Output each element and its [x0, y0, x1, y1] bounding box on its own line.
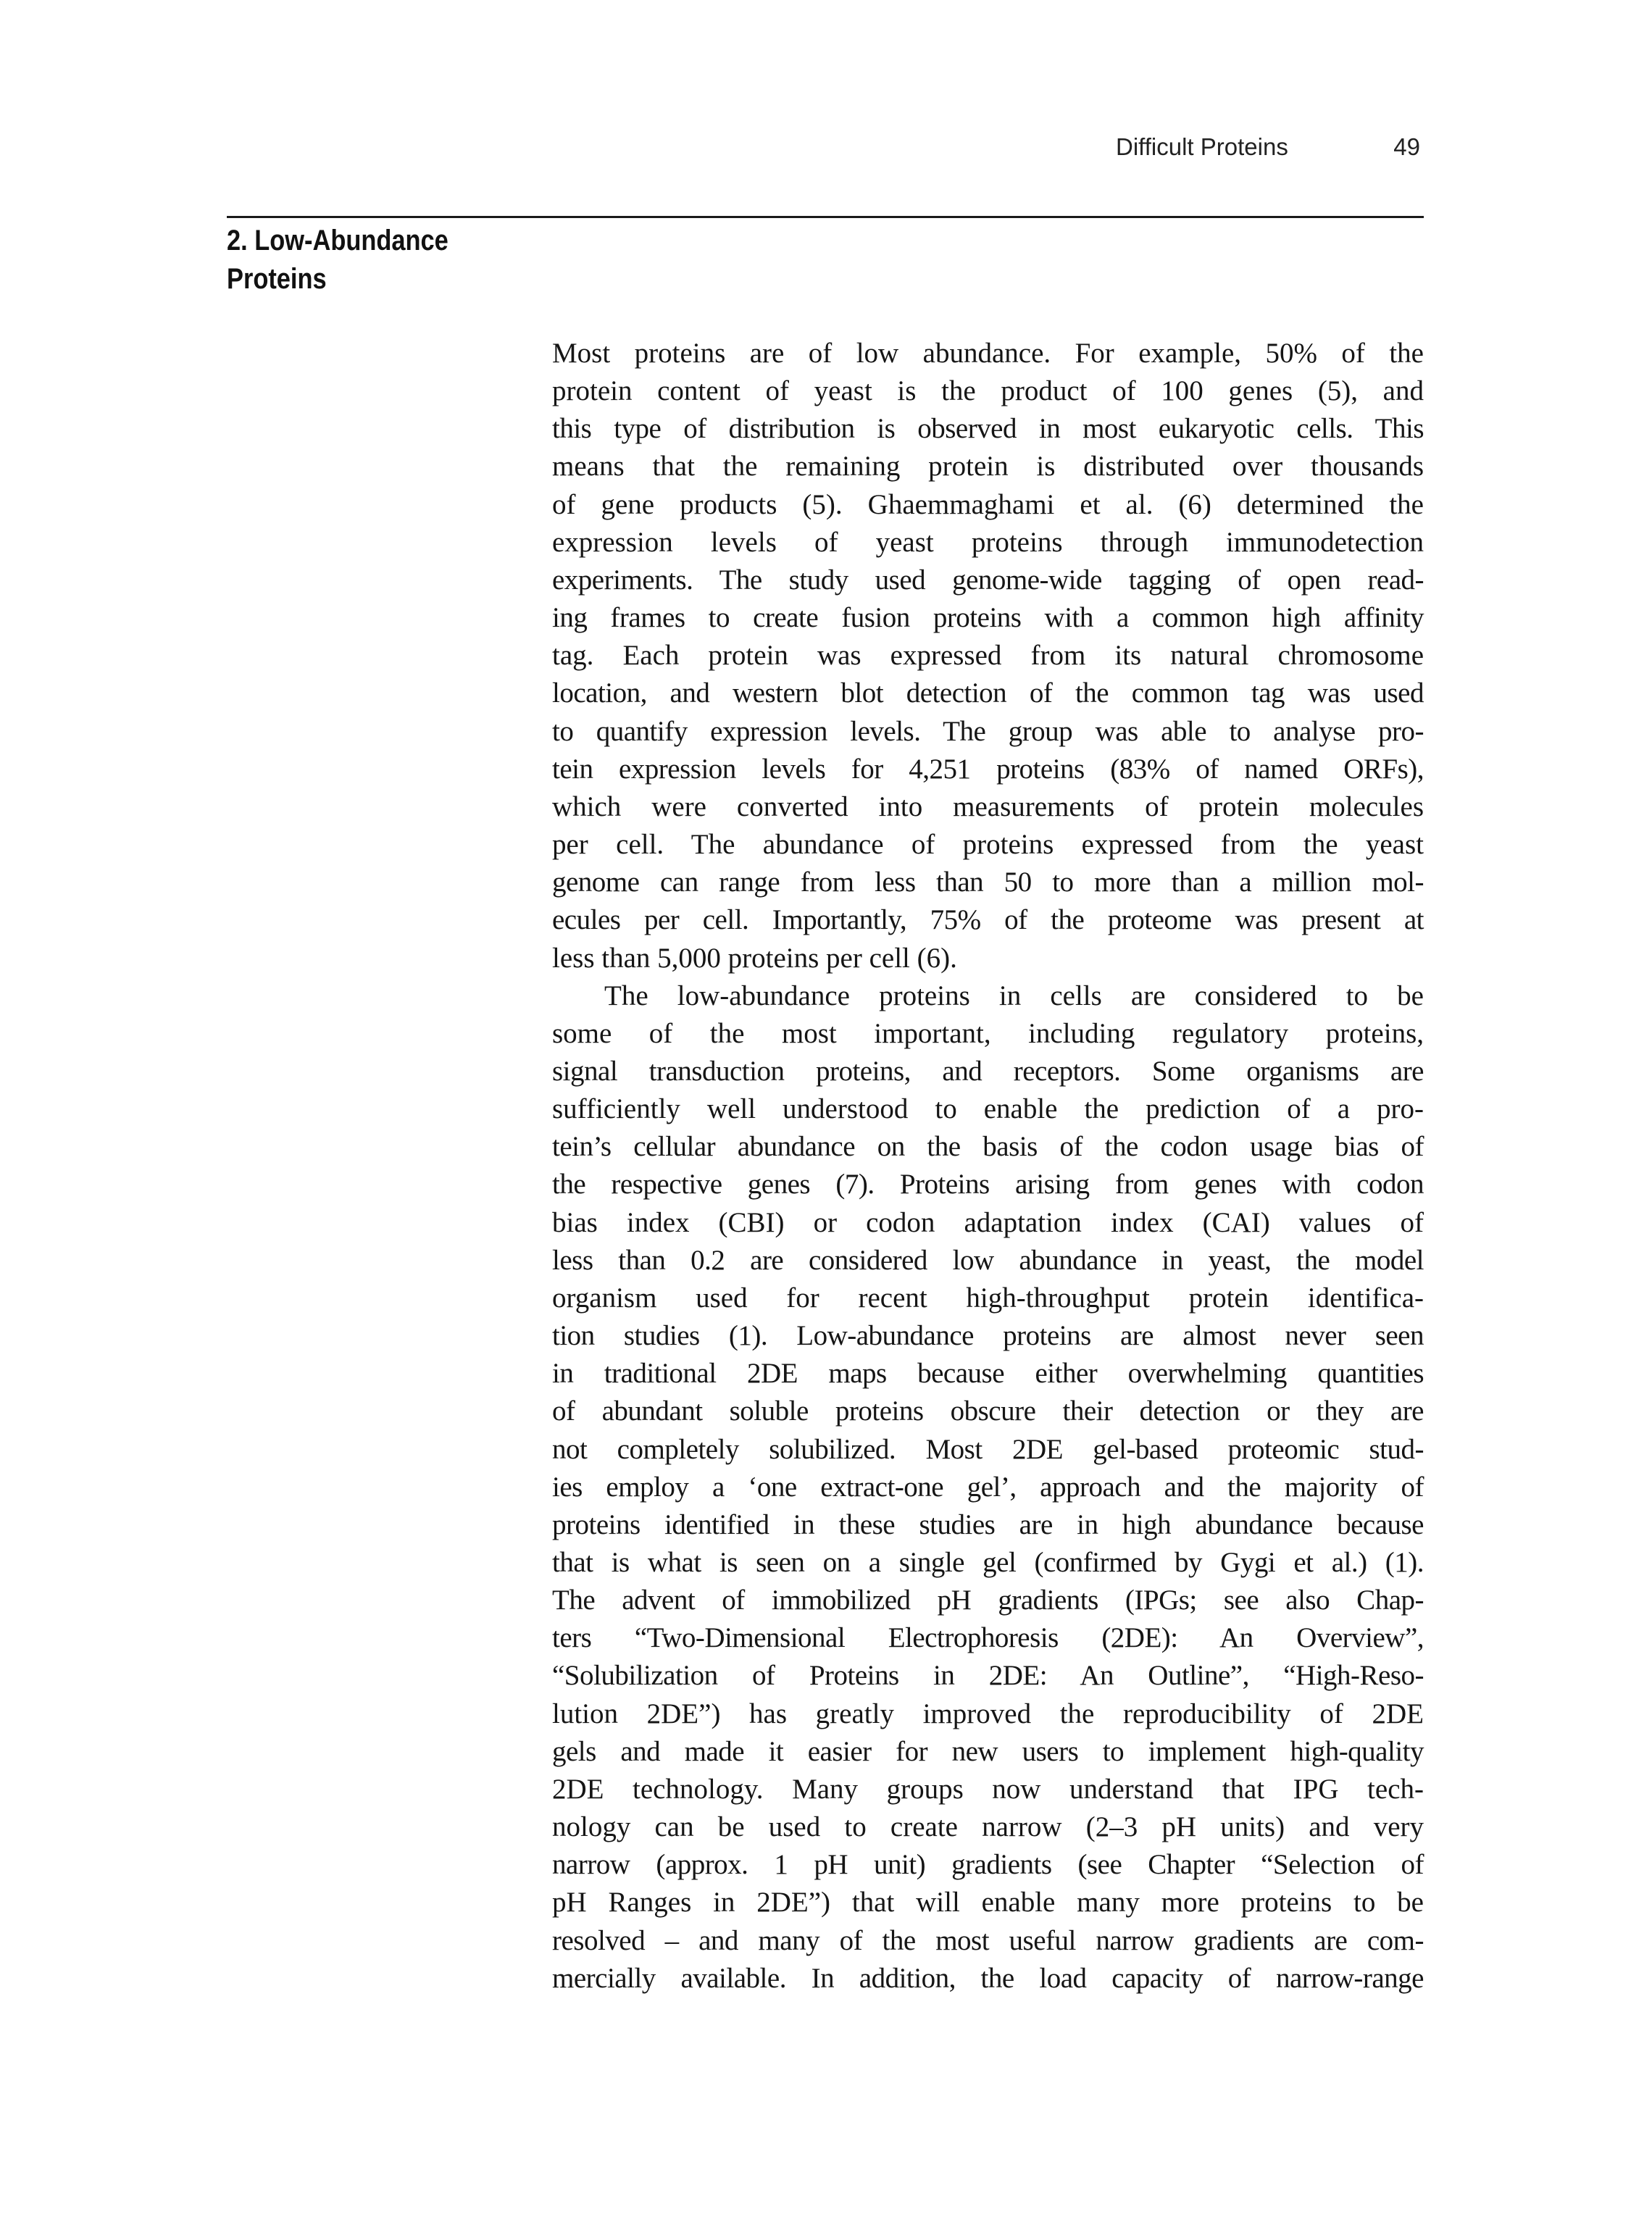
text-line: of gene products (5). Ghaemmaghami et al. (6) determined the: [552, 488, 1424, 520]
text-line: tag. Each protein was expressed from its natural chromosome: [552, 640, 1424, 672]
text-line: which were converted into measurements of protein molecules: [552, 790, 1424, 822]
text-line: the respective genes (7). Proteins arising from genes with codon: [552, 1169, 1424, 1201]
text-line: less than 5,000 proteins per cell (6).: [552, 942, 957, 974]
text-line: experiments. The study used genome-wide tagging of open read-: [552, 564, 1424, 596]
text-line: pH Ranges in 2DE”) that will enable many more proteins to be: [552, 1887, 1424, 1919]
text-line: sufficiently well understood to enable the prediction of a pro-: [552, 1093, 1424, 1125]
text-line: nology can be used to create narrow (2–3 pH units) and very: [552, 1811, 1424, 1843]
text-line: expression levels of yeast proteins through immunodetection: [552, 526, 1424, 558]
text-line: proteins identified in these studies are in high abundance because: [552, 1508, 1424, 1540]
text-line: The advent of immobilized pH gradients (IPGs; see also Chap-: [552, 1585, 1424, 1616]
paragraph-1: [552, 335, 1424, 977]
text-line: bias index (CBI) or codon adaptation index (CAI) values of: [552, 1206, 1424, 1238]
text-line: lution 2DE”) has greatly improved the reproducibility of 2DE: [552, 1698, 1424, 1729]
text-line: to quantify expression levels. The group was able to analyse pro-: [552, 715, 1424, 747]
text-line: gels and made it easier for new users to implement high-quality: [552, 1735, 1424, 1767]
text-line: of abundant soluble proteins obscure their detection or they are: [552, 1395, 1424, 1427]
text-line: per cell. The abundance of proteins expressed from the yeast: [552, 829, 1424, 861]
running-head: [1116, 129, 1420, 165]
text-line: protein content of yeast is the product of 100 genes (5), and: [552, 375, 1424, 407]
text-line: organism used for recent high-throughput protein identifica-: [552, 1282, 1424, 1314]
text-line: tion studies (1). Low-abundance proteins are almost never seen: [552, 1320, 1424, 1352]
text-line: location, and western blot detection of the common tag was used: [552, 677, 1424, 709]
paragraph-2: [552, 977, 1424, 1998]
section-heading-line: 2. Low-Abundance: [227, 225, 449, 256]
text-line: less than 0.2 are considered low abundance in yeast, the model: [552, 1244, 1424, 1276]
text-line: ters “Two-Dimensional Electrophoresis (2DE): An Overview”,: [552, 1622, 1424, 1654]
header-rule: [227, 216, 1424, 218]
text-line: some of the most important, including regulatory proteins,: [552, 1017, 1424, 1049]
text-line: 2DE technology. Many groups now understand that IPG tech-: [552, 1773, 1424, 1805]
body-text: [552, 335, 1424, 1998]
text-line: genome can range from less than 50 to more than a million mol-: [552, 867, 1424, 898]
text-line: ecules per cell. Importantly, 75% of the proteome was present at: [552, 904, 1424, 936]
text-line: tein’s cellular abundance on the basis of the codon usage bias of: [552, 1131, 1424, 1163]
text-line: this type of distribution is observed in most eukaryotic cells. This: [552, 413, 1424, 445]
text-line: signal transduction proteins, and receptors. Some organisms are: [552, 1055, 1424, 1087]
text-line: not completely solubilized. Most 2DE gel-based proteomic stud-: [552, 1433, 1424, 1465]
running-title: Difficult Proteins: [1116, 133, 1288, 160]
text-line: The low-abundance proteins in cells are considered to be: [604, 980, 1424, 1011]
text-line: resolved – and many of the most useful narrow gradients are com-: [552, 1924, 1424, 1956]
text-line: tein expression levels for 4,251 proteins (83% of named ORFs),: [552, 753, 1424, 785]
text-line: ies employ a ‘one extract-one gel’, approach and the majority of: [552, 1471, 1424, 1503]
text-line: in traditional 2DE maps because either overwhelming quantities: [552, 1358, 1424, 1390]
text-line: narrow (approx. 1 pH unit) gradients (see Chapter “Selection of: [552, 1849, 1424, 1881]
text-line: mercially available. In addition, the load capacity of narrow-range: [552, 1962, 1424, 1994]
page-number: 49: [1393, 133, 1420, 160]
text-line: means that the remaining protein is distributed over thousands: [552, 451, 1424, 483]
section-heading: [227, 222, 488, 299]
text-line: that is what is seen on a single gel (confirmed by Gygi et al.) (1).: [552, 1547, 1424, 1578]
text-line: Most proteins are of low abundance. For example, 50% of the: [552, 338, 1424, 369]
text-line: “Solubilization of Proteins in 2DE: An Outline”, “High-Reso-: [552, 1660, 1424, 1692]
text-line: ing frames to create fusion proteins with a common high affinity: [552, 602, 1424, 634]
section-heading-line: Proteins: [227, 263, 327, 295]
